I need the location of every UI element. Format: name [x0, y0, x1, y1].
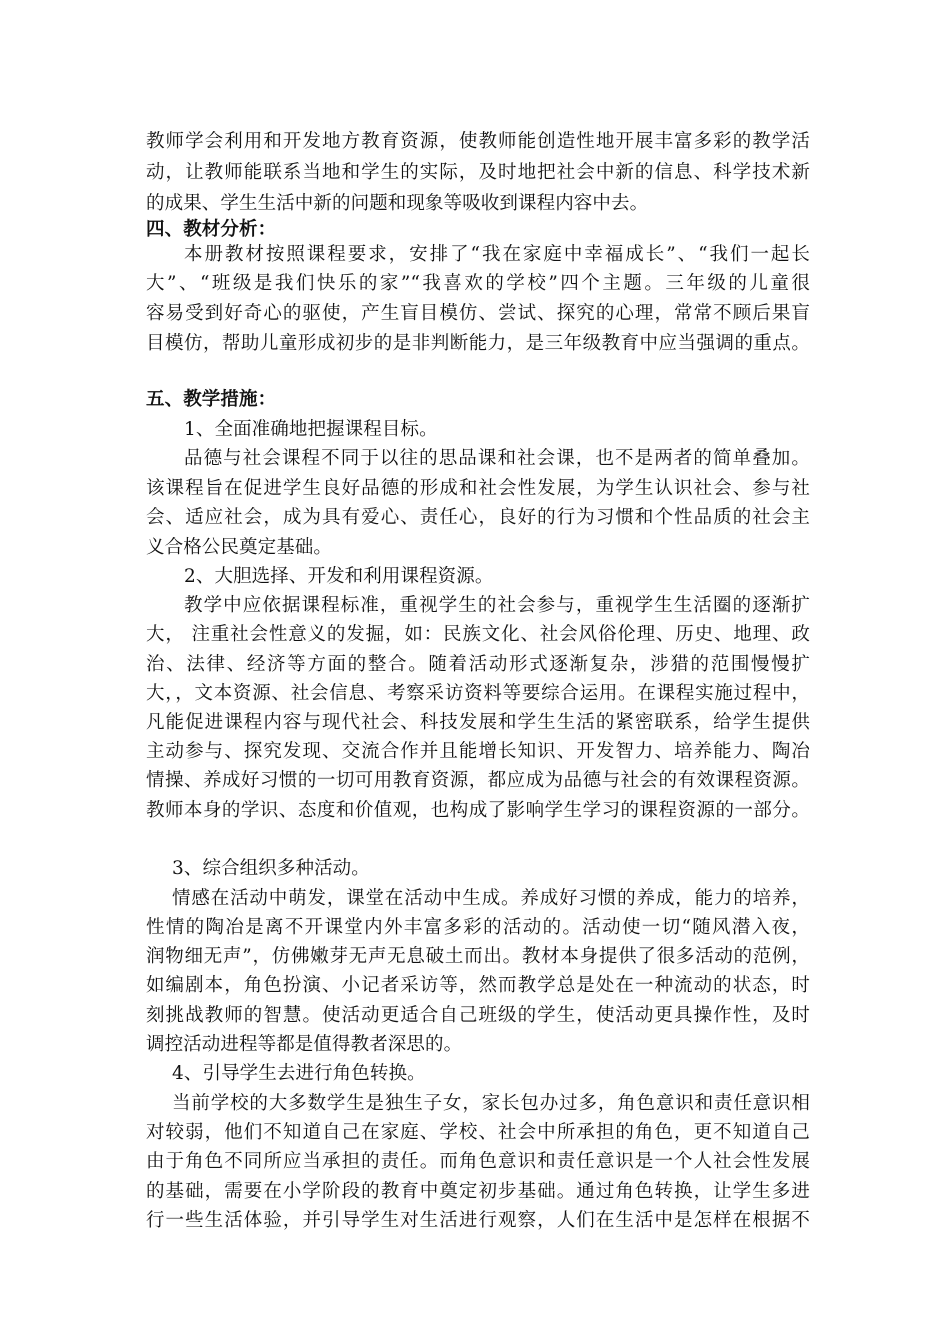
- paragraph-line: 目模仿，帮助儿童形成初步的是非判断能力，是三年级教育中应当强调的重点。: [146, 333, 810, 354]
- paragraph-line: 的成果、学生生活中新的问题和现象等吸收到课程内容中去。: [146, 193, 649, 214]
- item-title-4: 4、引导学生去进行角色转换。: [172, 1063, 426, 1084]
- paragraph-line: 教师学会利用和开发地方教育资源，使教师能创造性地开展丰富多彩的教学活: [146, 131, 810, 152]
- section-heading-5: 五、教学措施：: [146, 389, 277, 410]
- section-heading-4: 四、教材分析：: [146, 219, 277, 240]
- paragraph-line: 由于角色不同所应当承担的责任。而角色意识和责任意识是一个人社会性发展: [146, 1151, 810, 1172]
- paragraph-line: 凡能促进课程内容与现代社会、科技发展和学生生活的紧密联系，给学生提供: [146, 712, 810, 733]
- item-title-1: 1、全面准确地把握课程目标。: [184, 419, 438, 440]
- paragraph-line: 大，，文本资源、社会信息、考察采访资料等要综合运用。在课程实施过程中，: [146, 683, 810, 704]
- paragraph-line: 动，让教师能联系当地和学生的实际，及时地把社会中新的信息、科学技术新: [146, 162, 810, 183]
- paragraph-line: 教师本身的学识、态度和价值观，也构成了影响学生学习的课程资源的一部分。: [146, 800, 810, 821]
- paragraph-line: 教学中应依据课程标准，重视学生的社会参与，重视学生生活圈的逐渐扩: [184, 595, 810, 616]
- paragraph-line: 润物细无声”，仿佛嫩芽无声无息破土而出。教材本身提供了很多活动的范例，: [146, 946, 810, 967]
- paragraph-line: 本册教材按照课程要求，安排了“我在家庭中幸福成长”、“我们一起长: [184, 244, 810, 265]
- paragraph-line: 对较弱，他们不知道自己在家庭、学校、社会中所承担的角色，更不知道自己: [146, 1122, 810, 1143]
- paragraph-line: 容易受到好奇心的驱使，产生盲目模仿、尝试、探究的心理，常常不顾后果盲: [146, 303, 810, 324]
- paragraph-line: 调控活动进程等都是值得教者深思的。: [146, 1034, 463, 1055]
- paragraph-line: 治、法律、经济等方面的整合。随着活动形式逐渐复杂，涉猎的范围慢慢扩: [146, 654, 810, 675]
- paragraph-line: 品德与社会课程不同于以往的思品课和社会课，也不是两者的简单叠加。: [184, 448, 810, 469]
- paragraph-line: 行一些生活体验，并引导学生对生活进行观察，人们在生活中是怎样在根据不: [146, 1210, 810, 1231]
- item-title-2: 2、大胆选择、开发和利用课程资源。: [184, 566, 494, 587]
- paragraph-line: 会、适应社会，成为具有爱心、责任心，良好的行为习惯和个性品质的社会主: [146, 507, 810, 528]
- paragraph-line: 大”、“班级是我们快乐的家”“我喜欢的学校”四个主题。三年级的儿童很: [146, 273, 810, 294]
- paragraph-line: 性情的陶冶是离不开课堂内外丰富多彩的活动的。活动使一切“随风潜入夜，: [146, 917, 810, 938]
- paragraph-line: 大， 注重社会性意义的发掘，如：民族文化、社会风俗伦理、历史、地理、政: [146, 624, 810, 645]
- paragraph-line: 该课程旨在促进学生良好品德的形成和社会性发展，为学生认识社会、参与社: [146, 478, 810, 499]
- paragraph-line: 如编剧本，角色扮演、小记者采访等，然而教学总是处在一种流动的状态，时: [146, 975, 810, 996]
- paragraph-line: 主动参与、探究发现、交流合作并且能增长知识、开发智力、培养能力、陶冶: [146, 741, 810, 762]
- paragraph-line: 当前学校的大多数学生是独生子女，家长包办过多，角色意识和责任意识相: [172, 1093, 810, 1114]
- paragraph-line: 义合格公民奠定基础。: [146, 537, 333, 558]
- item-title-3: 3、综合组织多种活动。: [172, 858, 370, 879]
- paragraph-line: 刻挑战教师的智慧。使活动更适合自己班级的学生，使活动更具操作性，及时: [146, 1005, 810, 1026]
- paragraph-line: 情操、养成好习惯的一切可用教育资源，都应成为品德与社会的有效课程资源。: [146, 770, 810, 791]
- paragraph-line: 情感在活动中萌发，课堂在活动中生成。养成好习惯的养成，能力的培养，: [172, 888, 810, 909]
- paragraph-line: 的基础，需要在小学阶段的教育中奠定初步基础。通过角色转换，让学生多进: [146, 1181, 810, 1202]
